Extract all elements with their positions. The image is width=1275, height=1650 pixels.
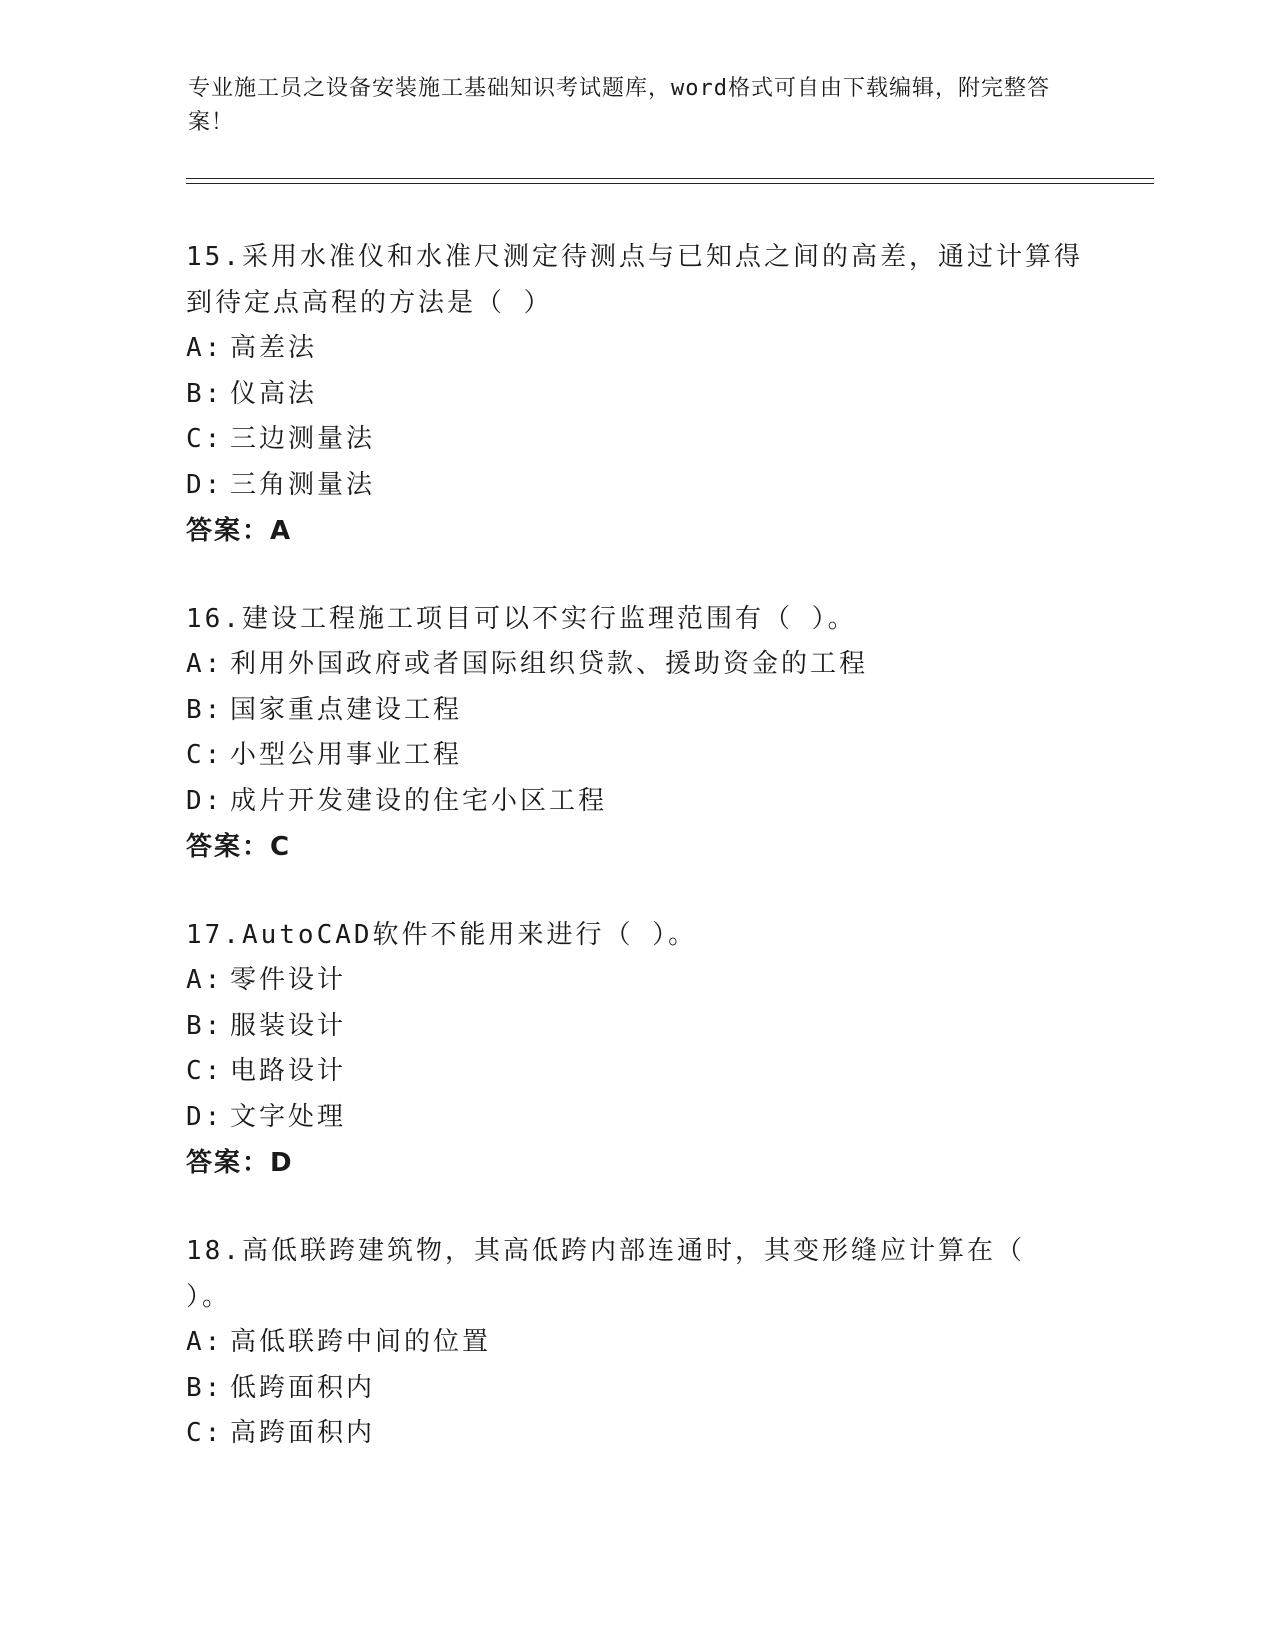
option-key: A:	[186, 649, 224, 679]
option-key: A:	[186, 965, 224, 995]
option-a	[186, 1320, 1086, 1366]
option-key: A:	[186, 333, 224, 363]
option-key: B:	[186, 378, 224, 409]
question-stem: 15.采用水准仪和水准尺测定待测点与已知点之间的高差，通过计算得到待定点高程的方法是（ ）	[186, 242, 1083, 318]
question-list	[186, 234, 1086, 1499]
option-text: 服装设计	[230, 1010, 347, 1041]
option-d	[186, 779, 1086, 825]
option-c	[186, 733, 1086, 779]
option-key: D:	[186, 1101, 224, 1132]
option-text: 高低联跨中间的位置	[230, 1327, 492, 1357]
question-stem: 18.高低联跨建筑物，其高低跨内部连通时，其变形缝应计算在（ ）。	[186, 1236, 1025, 1312]
question-15	[186, 234, 1086, 554]
question-18	[186, 1228, 1086, 1457]
option-key: A:	[186, 1327, 224, 1357]
answer-line: 答案：D	[186, 1148, 294, 1178]
option-b	[186, 688, 1086, 734]
option-a	[186, 958, 1086, 1004]
option-c	[186, 1411, 1086, 1457]
option-d	[186, 463, 1086, 509]
option-text: 零件设计	[230, 965, 347, 995]
option-text: 高跨面积内	[230, 1418, 376, 1448]
option-text: 成片开发建设的住宅小区工程	[230, 785, 608, 816]
option-text: 高差法	[230, 333, 318, 363]
option-c	[186, 1049, 1086, 1095]
option-key: B:	[186, 1372, 224, 1403]
option-a	[186, 326, 1086, 372]
option-key: C:	[186, 740, 224, 770]
option-c	[186, 417, 1086, 463]
option-text: 低跨面积内	[230, 1372, 376, 1403]
option-key: B:	[186, 1010, 224, 1041]
question-16	[186, 596, 1086, 870]
option-text: 三角测量法	[230, 469, 376, 500]
option-a	[186, 642, 1086, 688]
option-key: D:	[186, 785, 224, 816]
question-17	[186, 912, 1086, 1186]
option-text: 仪高法	[230, 378, 318, 409]
answer-line: 答案：C	[186, 832, 292, 862]
option-key: B:	[186, 694, 224, 725]
option-text: 三边测量法	[230, 424, 376, 454]
question-stem: 17.AutoCAD软件不能用来进行（ ）。	[186, 920, 698, 950]
header-double-rule	[186, 178, 1154, 184]
option-key: C:	[186, 1418, 224, 1448]
option-key: C:	[186, 424, 224, 454]
option-b	[186, 372, 1086, 418]
question-stem: 16.建设工程施工项目可以不实行监理范围有（ ）。	[186, 604, 857, 634]
answer-line: 答案：A	[186, 516, 293, 546]
option-text: 利用外国政府或者国际组织贷款、援助资金的工程	[230, 649, 869, 679]
option-key: C:	[186, 1056, 224, 1086]
option-text: 文字处理	[230, 1101, 347, 1132]
option-b	[186, 1004, 1086, 1050]
option-text: 小型公用事业工程	[230, 740, 463, 770]
option-d	[186, 1095, 1086, 1141]
option-b	[186, 1366, 1086, 1412]
option-text: 电路设计	[230, 1056, 347, 1086]
option-text: 国家重点建设工程	[230, 694, 463, 725]
option-key: D:	[186, 469, 224, 500]
document-header: 专业施工员之设备安装施工基础知识考试题库，word格式可自由下载编辑，附完整答案！	[188, 76, 1050, 135]
